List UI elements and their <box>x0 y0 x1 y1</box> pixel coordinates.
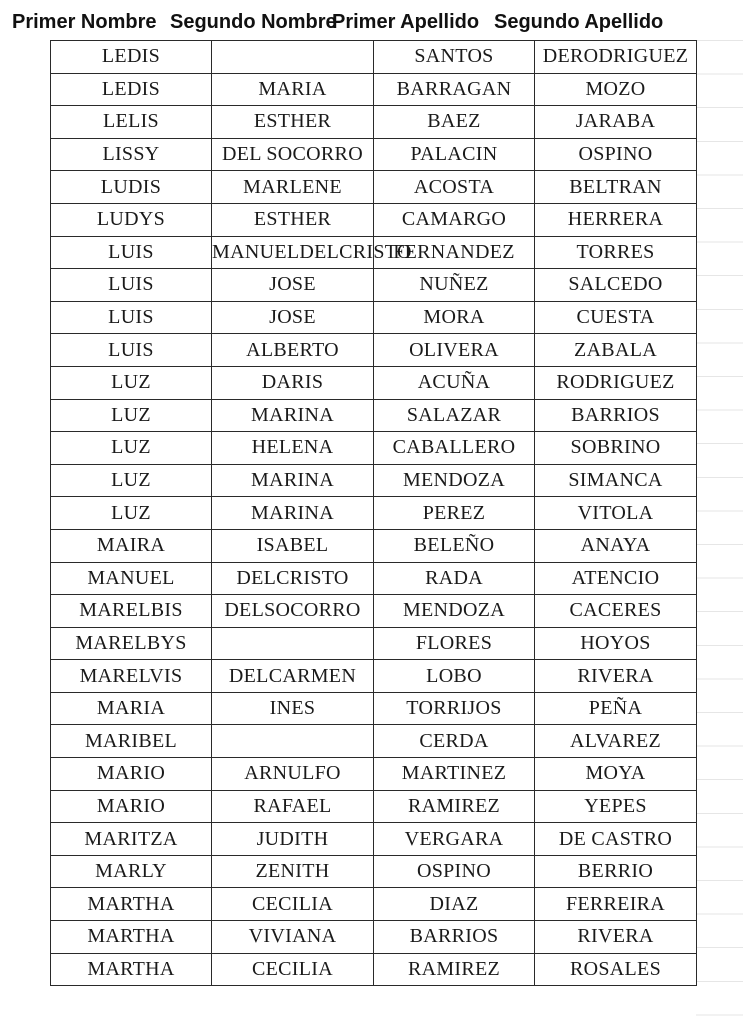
cell-segundo-nombre[interactable]: ALBERTO <box>212 334 374 367</box>
cell-segundo-apellido[interactable]: HOYOS <box>535 627 697 660</box>
cell-segundo-nombre[interactable]: RAFAEL <box>212 790 374 823</box>
table-row <box>51 432 697 465</box>
table-row <box>51 595 697 628</box>
cell-primer-apellido[interactable]: MARTINEZ <box>374 758 535 791</box>
table-row <box>51 790 697 823</box>
cell-segundo-nombre[interactable]: MARIA <box>212 73 374 106</box>
cell-segundo-apellido[interactable]: ANAYA <box>535 529 697 562</box>
cell-segundo-nombre[interactable]: MARINA <box>212 464 374 497</box>
cell-segundo-nombre[interactable]: MARINA <box>212 497 374 530</box>
cell-primer-apellido[interactable]: NUÑEZ <box>374 269 535 302</box>
cell-primer-nombre[interactable]: MARTHA <box>51 921 212 954</box>
table-row <box>51 660 697 693</box>
cell-primer-apellido[interactable]: PALACIN <box>374 138 535 171</box>
table-row <box>51 725 697 758</box>
cell-primer-apellido[interactable]: ACUÑA <box>374 366 535 399</box>
cell-primer-apellido[interactable]: TORRIJOS <box>374 692 535 725</box>
header-segundo-nombre[interactable]: Segundo Nombre <box>170 11 337 33</box>
table-row <box>51 138 697 171</box>
cell-primer-apellido[interactable]: LOBO <box>374 660 535 693</box>
cell-primer-apellido[interactable]: ACOSTA <box>374 171 535 204</box>
cell-segundo-apellido[interactable]: FERREIRA <box>535 888 697 921</box>
cell-segundo-apellido[interactable]: ROSALES <box>535 953 697 986</box>
cell-primer-nombre[interactable]: LISSY <box>51 138 212 171</box>
cell-segundo-apellido[interactable]: BARRIOS <box>535 399 697 432</box>
cell-segundo-nombre[interactable]: JOSE <box>212 301 374 334</box>
table-row <box>51 529 697 562</box>
cell-segundo-nombre[interactable]: MARLENE <box>212 171 374 204</box>
cell-primer-apellido[interactable]: OLIVERA <box>374 334 535 367</box>
cell-primer-apellido[interactable]: FLORES <box>374 627 535 660</box>
cell-primer-apellido[interactable]: BAEZ <box>374 106 535 139</box>
cell-primer-nombre[interactable]: MAIRA <box>51 529 212 562</box>
cell-segundo-nombre[interactable]: DARIS <box>212 366 374 399</box>
cell-segundo-apellido[interactable]: DE CASTRO <box>535 823 697 856</box>
cell-segundo-nombre[interactable]: DELCRISTO <box>212 562 374 595</box>
header-primer-apellido[interactable]: Primer Apellido <box>332 11 480 33</box>
cell-segundo-nombre[interactable]: MARINA <box>212 399 374 432</box>
table-row <box>51 692 697 725</box>
table-row <box>51 106 697 139</box>
table-row <box>51 171 697 204</box>
cell-primer-apellido[interactable]: OSPINO <box>374 855 535 888</box>
table-row <box>51 366 697 399</box>
cell-segundo-apellido[interactable]: YEPES <box>535 790 697 823</box>
cell-primer-nombre[interactable]: LUZ <box>51 497 212 530</box>
cell-primer-nombre[interactable]: MARIO <box>51 758 212 791</box>
cell-primer-nombre[interactable]: LUIS <box>51 334 212 367</box>
cell-segundo-nombre[interactable]: HELENA <box>212 432 374 465</box>
cell-segundo-nombre[interactable]: MANUELDELCRISTO <box>212 236 374 269</box>
cell-primer-apellido[interactable]: CAMARGO <box>374 203 535 236</box>
header-primer-nombre[interactable]: Primer Nombre <box>12 11 157 33</box>
cell-segundo-apellido[interactable]: SIMANCA <box>535 464 697 497</box>
cell-primer-nombre[interactable]: LUIS <box>51 301 212 334</box>
cell-segundo-nombre[interactable] <box>212 725 374 758</box>
cell-segundo-apellido[interactable]: CACERES <box>535 595 697 628</box>
table-row <box>51 855 697 888</box>
cell-primer-apellido[interactable]: PEREZ <box>374 497 535 530</box>
cell-primer-nombre[interactable]: LUDYS <box>51 203 212 236</box>
table-row <box>51 953 697 986</box>
cell-segundo-nombre[interactable] <box>212 627 374 660</box>
cell-segundo-nombre[interactable]: CECILIA <box>212 888 374 921</box>
cell-segundo-apellido[interactable]: TORRES <box>535 236 697 269</box>
table-row <box>51 627 697 660</box>
cell-primer-nombre[interactable]: MARITZA <box>51 823 212 856</box>
cell-segundo-apellido[interactable]: CUESTA <box>535 301 697 334</box>
cell-primer-apellido[interactable]: MENDOZA <box>374 464 535 497</box>
cell-primer-apellido[interactable]: MENDOZA <box>374 595 535 628</box>
cell-primer-apellido[interactable]: RADA <box>374 562 535 595</box>
cell-primer-apellido[interactable]: RAMIREZ <box>374 953 535 986</box>
cell-segundo-apellido[interactable]: BELTRAN <box>535 171 697 204</box>
names-table <box>50 40 697 986</box>
table-row <box>51 334 697 367</box>
cell-segundo-nombre[interactable]: DELCARMEN <box>212 660 374 693</box>
cell-primer-apellido[interactable]: FERNANDEZ <box>374 236 535 269</box>
cell-segundo-nombre[interactable] <box>212 41 374 74</box>
table-row <box>51 921 697 954</box>
cell-primer-nombre[interactable]: MARIA <box>51 692 212 725</box>
cell-segundo-nombre[interactable]: ESTHER <box>212 203 374 236</box>
table-row <box>51 888 697 921</box>
table-row <box>51 269 697 302</box>
cell-segundo-nombre[interactable]: DEL SOCORRO <box>212 138 374 171</box>
cell-primer-apellido[interactable]: BARRIOS <box>374 921 535 954</box>
cell-primer-nombre[interactable]: MARIO <box>51 790 212 823</box>
cell-segundo-apellido[interactable]: SOBRINO <box>535 432 697 465</box>
cell-primer-nombre[interactable]: LELIS <box>51 106 212 139</box>
table-row <box>51 236 697 269</box>
cell-primer-nombre[interactable]: LUIS <box>51 269 212 302</box>
cell-segundo-apellido[interactable]: DERODRIGUEZ <box>535 41 697 74</box>
cell-primer-nombre[interactable]: MARELBIS <box>51 595 212 628</box>
cell-segundo-nombre[interactable]: ISABEL <box>212 529 374 562</box>
table-row <box>51 41 697 74</box>
sheet-gridlines <box>696 40 743 1020</box>
cell-segundo-nombre[interactable]: JUDITH <box>212 823 374 856</box>
cell-primer-nombre[interactable]: MARTHA <box>51 953 212 986</box>
cell-primer-nombre[interactable]: MARELVIS <box>51 660 212 693</box>
cell-primer-apellido[interactable]: BARRAGAN <box>374 73 535 106</box>
cell-primer-apellido[interactable]: CERDA <box>374 725 535 758</box>
cell-segundo-nombre[interactable]: ARNULFO <box>212 758 374 791</box>
cell-primer-nombre[interactable]: MARELBYS <box>51 627 212 660</box>
cell-primer-nombre[interactable]: MARLY <box>51 855 212 888</box>
cell-primer-nombre[interactable]: LEDIS <box>51 73 212 106</box>
cell-segundo-apellido[interactable]: SALCEDO <box>535 269 697 302</box>
cell-segundo-nombre[interactable]: CECILIA <box>212 953 374 986</box>
cell-primer-nombre[interactable]: MANUEL <box>51 562 212 595</box>
cell-segundo-apellido[interactable]: OSPINO <box>535 138 697 171</box>
table-row <box>51 399 697 432</box>
cell-segundo-apellido[interactable]: ALVAREZ <box>535 725 697 758</box>
cell-segundo-apellido[interactable]: RODRIGUEZ <box>535 366 697 399</box>
cell-segundo-nombre[interactable]: ZENITH <box>212 855 374 888</box>
table-row <box>51 823 697 856</box>
cell-primer-apellido[interactable]: CABALLERO <box>374 432 535 465</box>
cell-primer-nombre[interactable]: LUIS <box>51 236 212 269</box>
cell-primer-apellido[interactable]: SANTOS <box>374 41 535 74</box>
cell-segundo-apellido[interactable]: HERRERA <box>535 203 697 236</box>
cell-primer-nombre[interactable]: LUZ <box>51 366 212 399</box>
header-row <box>12 4 666 40</box>
cell-segundo-nombre[interactable]: INES <box>212 692 374 725</box>
table-row <box>51 73 697 106</box>
cell-primer-apellido[interactable]: RAMIREZ <box>374 790 535 823</box>
cell-segundo-nombre[interactable]: JOSE <box>212 269 374 302</box>
cell-primer-nombre[interactable]: LUDIS <box>51 171 212 204</box>
header-segundo-apellido[interactable]: Segundo Apellido <box>494 11 664 33</box>
cell-segundo-apellido[interactable]: JARABA <box>535 106 697 139</box>
cell-segundo-apellido[interactable]: PEÑA <box>535 692 697 725</box>
table-row <box>51 464 697 497</box>
table-row <box>51 497 697 530</box>
cell-segundo-apellido[interactable]: MOZO <box>535 73 697 106</box>
cell-segundo-apellido[interactable]: ATENCIO <box>535 562 697 595</box>
cell-primer-nombre[interactable]: LUZ <box>51 399 212 432</box>
cell-segundo-apellido[interactable]: MOYA <box>535 758 697 791</box>
cell-primer-nombre[interactable]: MARTHA <box>51 888 212 921</box>
cell-primer-apellido[interactable]: MORA <box>374 301 535 334</box>
cell-segundo-apellido[interactable]: RIVERA <box>535 921 697 954</box>
cell-primer-apellido[interactable]: DIAZ <box>374 888 535 921</box>
cell-primer-nombre[interactable]: LUZ <box>51 464 212 497</box>
cell-segundo-apellido[interactable]: VITOLA <box>535 497 697 530</box>
table-row <box>51 301 697 334</box>
cell-segundo-apellido[interactable]: ZABALA <box>535 334 697 367</box>
cell-segundo-apellido[interactable]: RIVERA <box>535 660 697 693</box>
cell-segundo-nombre[interactable]: ESTHER <box>212 106 374 139</box>
table-row <box>51 562 697 595</box>
cell-primer-nombre[interactable]: LEDIS <box>51 41 212 74</box>
cell-primer-apellido[interactable]: SALAZAR <box>374 399 535 432</box>
cell-segundo-nombre[interactable]: VIVIANA <box>212 921 374 954</box>
cell-primer-apellido[interactable]: BELEÑO <box>374 529 535 562</box>
table-row <box>51 203 697 236</box>
cell-segundo-nombre[interactable]: DELSOCORRO <box>212 595 374 628</box>
cell-primer-nombre[interactable]: LUZ <box>51 432 212 465</box>
cell-primer-nombre[interactable]: MARIBEL <box>51 725 212 758</box>
cell-primer-apellido[interactable]: VERGARA <box>374 823 535 856</box>
table-row <box>51 758 697 791</box>
cell-segundo-apellido[interactable]: BERRIO <box>535 855 697 888</box>
